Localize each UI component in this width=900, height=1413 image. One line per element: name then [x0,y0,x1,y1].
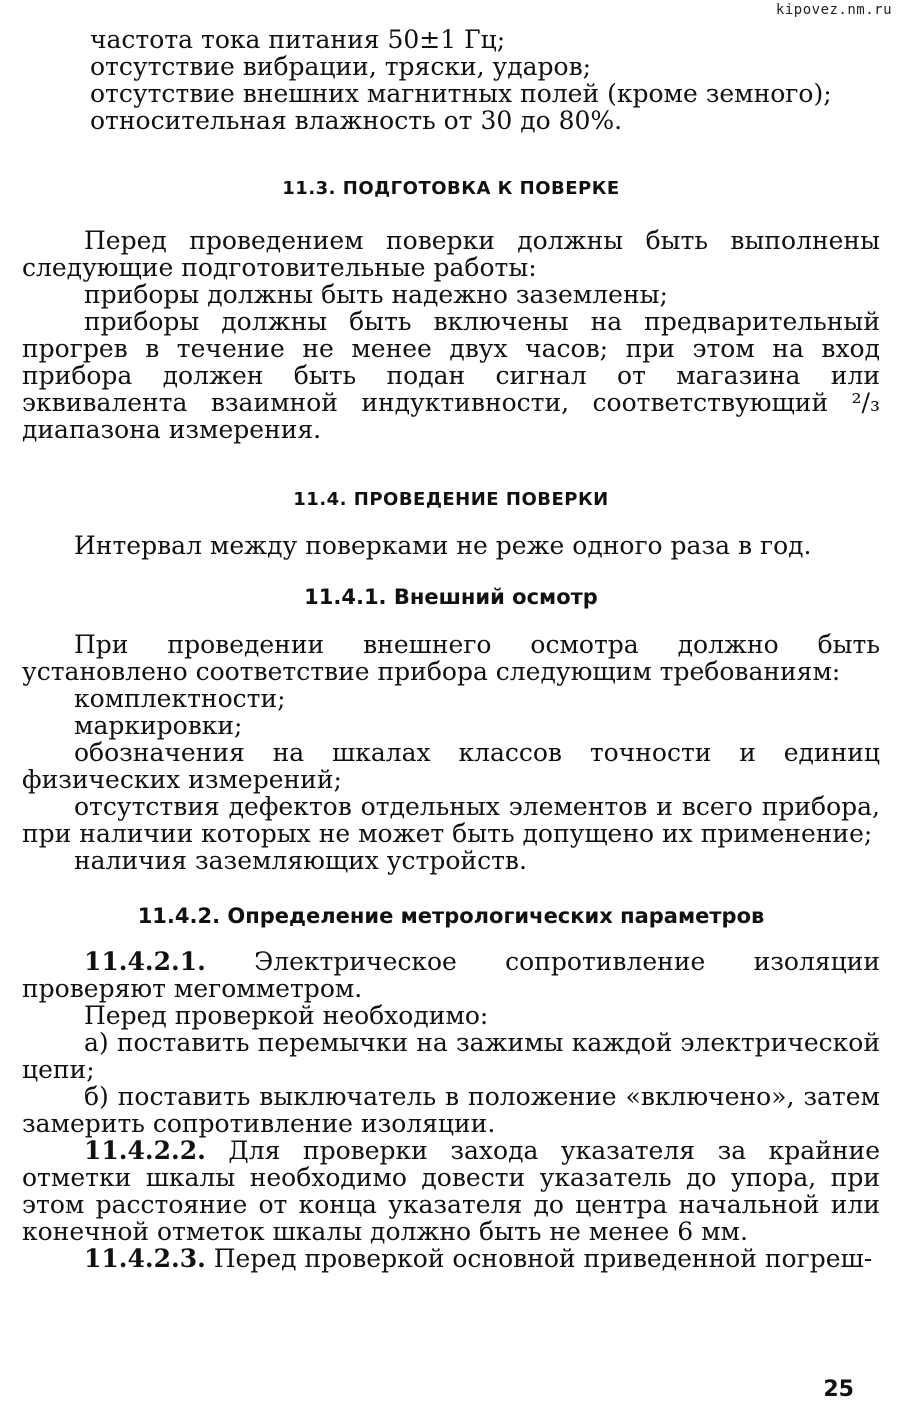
clause-text: Перед проверкой основной приведенной погреш- [213,1244,873,1273]
section-11-4-1-intro: При проведении внешнего осмотра должно быть установлено соответствие прибора следующим требованиям: [22,630,880,686]
section-11-3-item2: приборы должны быть включены на предварительный прогрев в течение не менее двух часов; при этом на вход прибора должен быть подан сигнал от магазина или эквивалента взаимной индуктивности, соответствующий ²/₃ диапазона измерения. [22,307,880,444]
clause-11-4-2-1-note: Перед проверкой необходимо: [84,1001,489,1030]
clause-11-4-2-1-step-b: б) поставить выключатель в положение «включено», затем замерить сопротивление изоляции. [22,1082,880,1138]
document-page [22,26,880,1272]
section-11-4-1-heading: 11.4.1. Внешний осмотр [304,585,598,609]
inspection-item: обозначения на шкалах классов точности и единиц физических измерений; [22,738,880,794]
inspection-item: наличия заземляющих устройств. [74,846,527,875]
section-11-3-intro: Перед проведением поверки должны быть выполнены следующие подготовительные работы: [22,226,880,282]
inspection-item: отсутствия дефектов отдельных элементов и всего прибора, при наличии которых не может быть допущено их применение; [22,792,880,848]
section-11-3-heading: 11.3. ПОДГОТОВКА К ПОВЕРКЕ [282,178,620,199]
conditions-list [22,26,880,134]
inspection-item: маркировки; [74,711,243,740]
inspection-item: комплектности; [74,684,286,713]
page-number: 25 [823,1377,854,1402]
clause-number: 11.4.2.3. [84,1244,206,1273]
clause-11-4-2-3 [22,1245,880,1272]
clause-text: Электрическое сопротивление изоляции проверяют мегомметром. [22,947,880,1003]
section-11-4-heading: 11.4. ПРОВЕДЕНИЕ ПОВЕРКИ [293,489,609,510]
clause-number: 11.4.2.1. [84,947,206,976]
condition-item: относительная влажность от 30 до 80%. [90,106,623,135]
section-11-4-text: Интервал между поверками не реже одного раза в год. [74,531,812,560]
condition-item: отсутствие вибрации, тряски, ударов; [90,52,592,81]
section-11-3-item1: приборы должны быть надежно заземлены; [84,280,668,309]
site-watermark: kipovez.nm.ru [775,2,892,18]
clause-11-4-2-1 [22,948,880,1002]
condition-item: частота тока питания 50±1 Гц; [90,25,506,54]
condition-item: отсутствие внешних магнитных полей (кроме земного); [90,79,832,108]
clause-text: Для проверки захода указателя за крайние отметки шкалы необходимо довести указатель до упора, при этом расстояние от конца указателя до центра начальной или конечной отметок шкалы должно быть не менее 6 мм. [22,1136,880,1246]
clause-11-4-2-2 [22,1137,880,1245]
section-11-4-2-heading: 11.4.2. Определение метрологических параметров [137,904,765,928]
clause-number: 11.4.2.2. [84,1136,206,1165]
clause-11-4-2-1-step-a: а) поставить перемычки на зажимы каждой электрической цепи; [22,1028,880,1084]
